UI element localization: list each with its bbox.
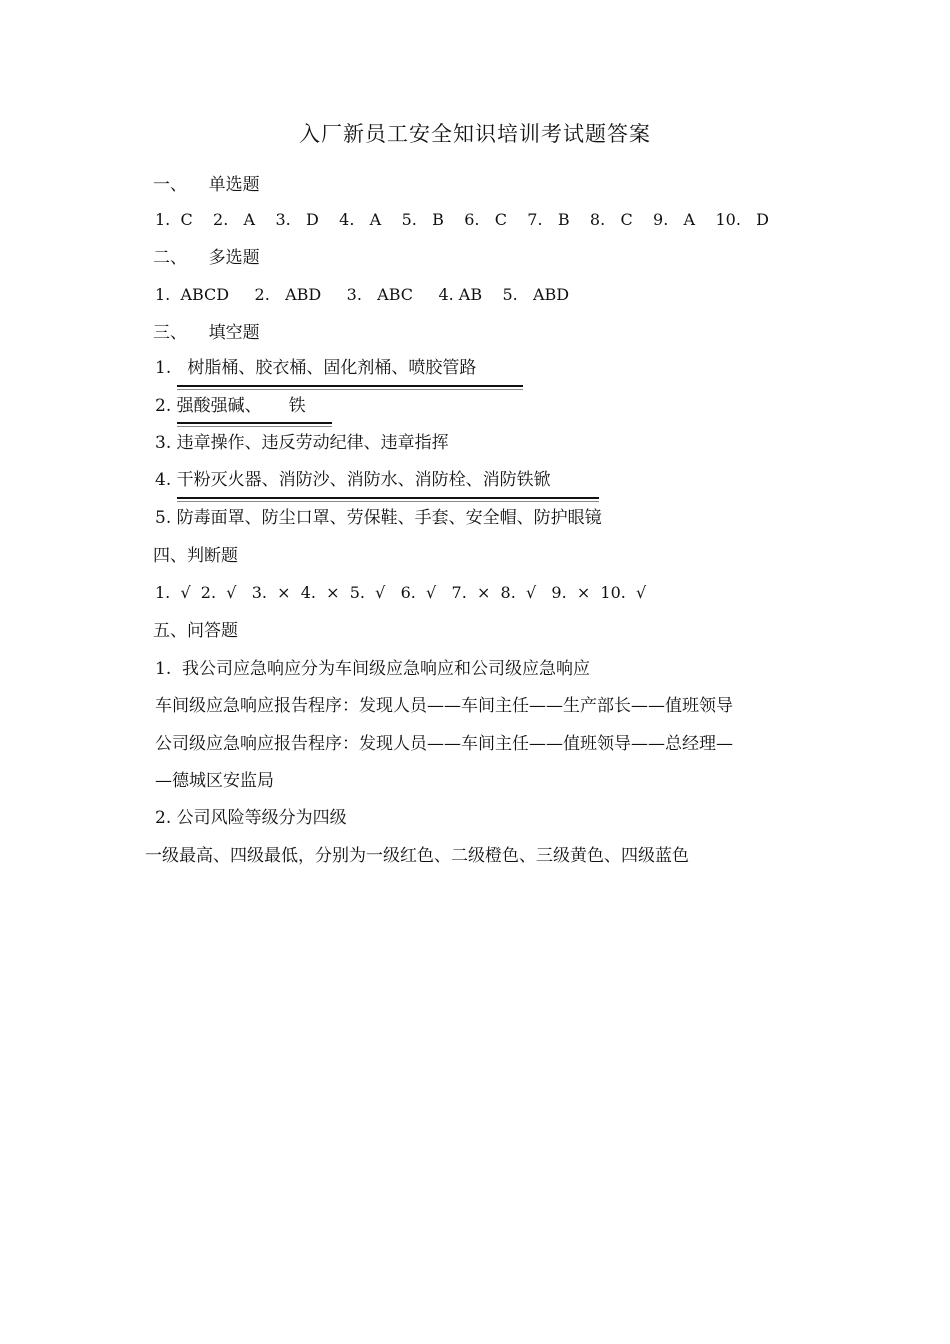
short-answer-line-1: 1. 我公司应急响应分为车间级应急响应和公司级应急响应: [155, 659, 591, 679]
multiple-choice-answers: 1. ABCD 2. ABD 3. ABC 4. AB 5. ABD: [155, 285, 570, 304]
document-title: 入厂新员工安全知识培训考试题答案: [299, 122, 651, 146]
answer-underline-4: [177, 497, 599, 499]
short-answer-line-5: 2. 公司风险等级分为四级: [155, 808, 347, 828]
section-heading-short-answer: 五、问答题: [153, 621, 238, 641]
short-answer-line-4: —德城区安监局: [155, 771, 274, 791]
answer-underline-2: [177, 422, 332, 424]
fill-blank-item-1: 1. 树脂桶、胶衣桶、固化剂桶、喷胶管路: [155, 358, 477, 378]
section-heading-true-false: 四、判断题: [153, 546, 238, 566]
fill-blank-item-5: 5. 防毒面罩、防尘口罩、劳保鞋、手套、安全帽、防护眼镜: [155, 508, 602, 528]
fill-blank-item-2: 2. 强酸强碱、 铁: [155, 396, 306, 416]
fill-blank-item-3: 3. 违章操作、违反劳动纪律、违章指挥: [155, 433, 449, 453]
section-heading-multiple-choice: 二、 多选题: [153, 248, 260, 268]
short-answer-line-3: 公司级应急响应报告程序：发现人员——车间主任——值班领导——总经理—: [155, 734, 733, 754]
single-choice-answers: 1. C 2. A 3. D 4. A 5. B 6. C 7. B 8. C 9. A 10. D: [155, 210, 769, 229]
true-false-answers: 1. √ 2. √ 3. × 4. × 5. √ 6. √ 7. × 8. √ 9. × 10. √: [155, 583, 647, 602]
fill-blank-item-4: 4. 干粉灭火器、消防沙、消防水、消防栓、消防铁锨: [155, 470, 551, 490]
section-heading-fill-blank: 三、 填空题: [153, 323, 260, 343]
short-answer-line-2: 车间级应急响应报告程序：发现人员——车间主任——生产部长——值班领导: [155, 696, 733, 716]
section-heading-single-choice: 一、 单选题: [153, 175, 260, 195]
short-answer-line-6: 一级最高、四级最低，分别为一级红色、二级橙色、三级黄色、四级蓝色: [145, 846, 689, 866]
answer-underline-1: [177, 385, 523, 387]
